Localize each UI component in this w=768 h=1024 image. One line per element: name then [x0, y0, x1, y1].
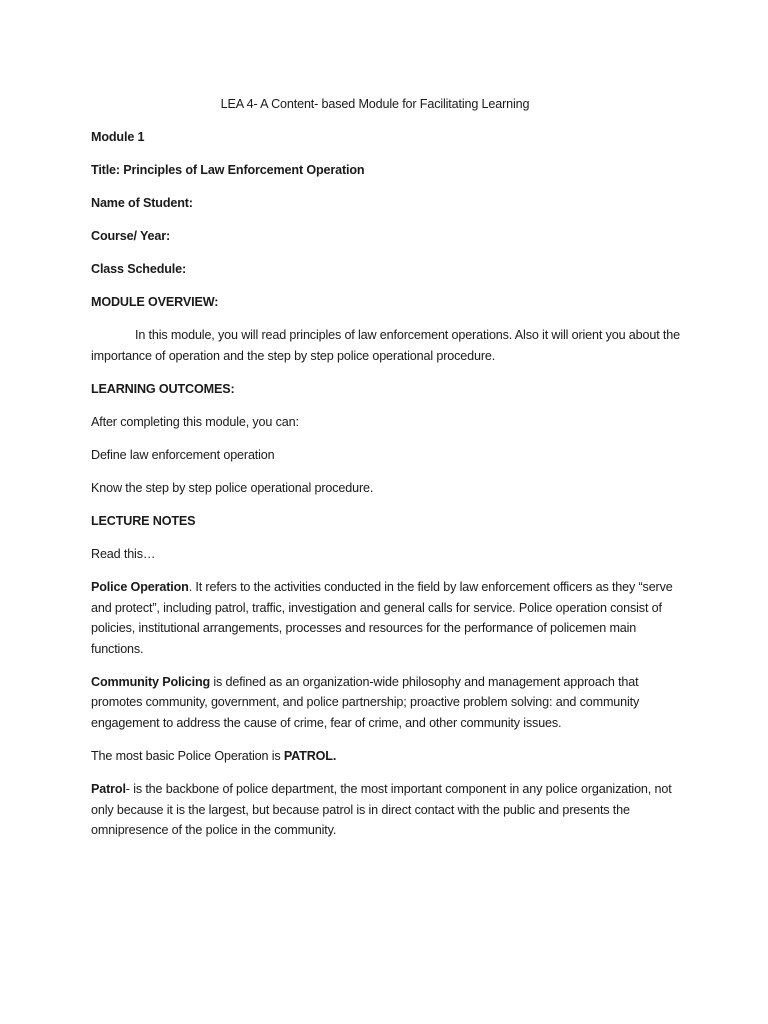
document-body [91, 94, 691, 853]
outcome-item: Know the step by step police operational procedure. [91, 480, 374, 495]
basic-operation-paragraph [91, 746, 691, 767]
course-year-label: Course/ Year: [91, 228, 171, 243]
community-policing-definition: is defined as an organization-wide philosophy and management approach that promotes community, government, and police partnership; proactive problem solving: and community engagement to address the cause of crime, fear of crime, and other community issues. [91, 674, 640, 730]
police-operation-term: Police Operation [91, 580, 189, 595]
police-operation-definition: . It refers to the activities conducted in the field by law enforcement officers as they “serve and protect”, including patrol, traffic, investigation and general calls for service. Police operation consist of policies, institutional arrangements, processes and resources for the performance of policemen main functions. [91, 580, 673, 656]
patrol-definition: - is the backbone of police department, the most important component in any police organization, not only because it is the largest, but because patrol is in direct contact with the public and presents the omnipresence of the police in the community. [91, 782, 672, 837]
student-name-label: Name of Student: [91, 195, 193, 210]
patrol-paragraph [91, 779, 691, 841]
community-policing-paragraph [91, 672, 691, 734]
patrol-term: Patrol [91, 782, 126, 796]
lecture-notes-heading: LECTURE NOTES [91, 514, 196, 529]
community-policing-term: Community Policing [91, 674, 211, 689]
class-schedule-label: Class Schedule: [91, 261, 187, 276]
overview-heading: MODULE OVERVIEW: [91, 294, 219, 309]
module-number: Module 1 [91, 129, 145, 144]
basic-operation-term: PATROL. [283, 748, 337, 763]
outcomes-intro: After completing this module, you can: [91, 414, 299, 429]
outcome-item: Define law enforcement operation [91, 447, 275, 462]
police-operation-paragraph [91, 577, 691, 659]
document-title: LEA 4- A Content- based Module for Facilitating Learning [220, 97, 530, 111]
basic-operation-text: The most basic Police Operation is [91, 748, 284, 763]
read-this-label: Read this… [91, 547, 156, 562]
outcomes-heading: LEARNING OUTCOMES: [91, 381, 235, 396]
overview-paragraph: In this module, you will read principles of law enforcement operations. Also it will orient you about the importance of operation and the step by step police operational procedure. [91, 328, 680, 363]
module-title: Title: Principles of Law Enforcement Operation [91, 162, 365, 177]
